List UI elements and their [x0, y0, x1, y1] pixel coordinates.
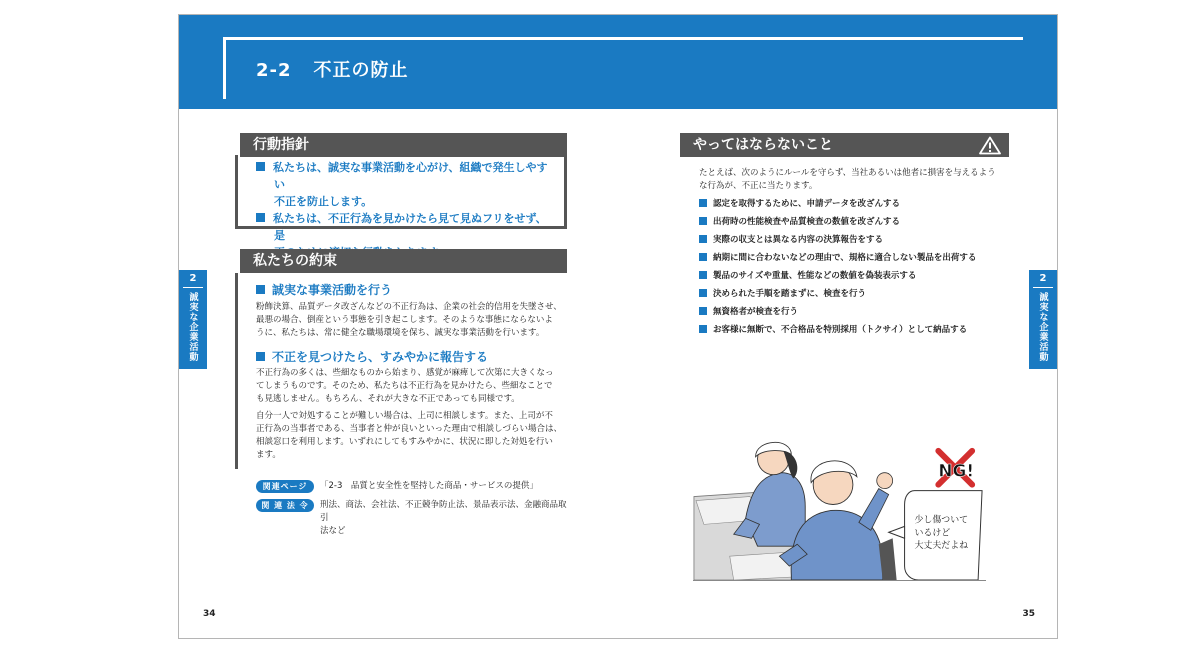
square-bullet-icon	[699, 289, 707, 297]
section-number: 2-2	[256, 60, 292, 81]
list-item: 認定を取得するために、申請データを改ざんする	[699, 195, 1029, 213]
related-page-text: 「2-3 品質と安全性を堅持した商品・サービスの提供」	[320, 481, 538, 491]
guidelines-heading: 行動指針	[253, 137, 309, 153]
related-law-text: 刑法、商法、会社法、不正競争防止法、景品表示法、金融商品取引 法など	[320, 500, 567, 536]
square-bullet-icon	[699, 271, 707, 279]
section-title-text: 不正の防止	[313, 60, 409, 81]
donts-intro: たとえば、次のようにルールを守らず、当社あるいは他者に損害を与えるよう な行為が、不正に当たります。	[699, 168, 996, 191]
square-bullet-icon	[256, 352, 265, 361]
guidelines-heading-bar	[235, 133, 567, 157]
list-item: 出荷時の性能検査や品質検査の数値を改ざんする	[699, 213, 1029, 231]
page-number-left: 34	[203, 609, 216, 619]
section-header	[179, 15, 1058, 109]
side-tab-number: 2	[1039, 273, 1047, 284]
square-bullet-icon	[699, 307, 707, 315]
promise-paragraph-3: 自分一人で対処することが難しい場合は、上司に相談します。また、上司が不 正行為の当事者である、当事者と仲が良いといった理由で相談しづらい場合は、 相談窓口を利用します。いずれにしてもすみやかに、状況に即した対処を行い ます。	[256, 411, 563, 460]
related-law-row	[256, 499, 572, 538]
side-tab-right	[1029, 270, 1057, 369]
promise-left-rule	[235, 273, 238, 469]
side-tab-label: 誠実な企業活動	[1037, 292, 1048, 362]
side-tab-number: 2	[189, 273, 197, 284]
side-tab-left	[179, 270, 207, 369]
list-item: 製品のサイズや重量、性能などの数値を偽装表示する	[699, 267, 1029, 285]
donts-heading: やってはならないこと	[693, 137, 833, 153]
list-item: 無資格者が検査を行う	[699, 303, 1029, 321]
guidelines-box	[235, 155, 567, 242]
guideline-item: 私たちは、不正行為を見かけたら見て見ぬフリをせず、是	[256, 210, 554, 261]
square-bullet-icon	[699, 199, 707, 207]
square-bullet-icon	[256, 285, 265, 294]
related-page-row	[256, 480, 572, 493]
list-item: 決められた手順を踏まずに、検査を行う	[699, 285, 1029, 303]
list-item: 実際の収支とは異なる内容の決算報告をする	[699, 231, 1029, 249]
illustration-factory-workers	[693, 427, 986, 581]
ng-label: NG!	[938, 460, 975, 481]
promise-subheading-2: 不正を見つけたら、すみやかに報告する	[256, 348, 488, 365]
donts-list	[699, 195, 1029, 339]
square-bullet-icon	[699, 253, 707, 261]
section-title	[256, 56, 409, 82]
promise-paragraph-1: 粉飾決算、品質データ改ざんなどの不正行為は、企業の社会的信用を失墜させ、 最悪の場合、倒産という事態を引き起こします。そのような事態にならないよ うに、私たちは、常に健全な職場環境を保ち、誠実な事業活動を行います。	[256, 302, 562, 338]
list-item: 納期に間に合わないなどの理由で、規格に適合しない製品を出荷する	[699, 249, 1029, 267]
square-bullet-icon	[699, 235, 707, 243]
speech-bubble-line-2: いるけど	[914, 528, 951, 539]
promise-heading-bar	[235, 249, 567, 273]
promise-heading: 私たちの約束	[253, 253, 337, 269]
page-number-right: 35	[1022, 609, 1035, 619]
side-tab-label: 誠実な企業活動	[187, 292, 198, 362]
square-bullet-icon	[699, 217, 707, 225]
related-page-tag: 関連ページ	[256, 480, 314, 493]
square-bullet-icon	[699, 325, 707, 333]
donts-heading-bar	[675, 133, 1009, 157]
promise-paragraph-2: 不正行為の多くは、些細なものから始まり、感覚が麻痺して次第に大きくなっ てしまうものです。そのため、私たちは不正行為を見かけたら、些細なことで も見逃しません。もちろん、それが大きな不正であっても同様です。	[256, 368, 554, 404]
square-bullet-icon	[256, 213, 265, 222]
ng-mark	[938, 451, 974, 485]
related-law-tag: 関 連 法 令	[256, 499, 314, 512]
speech-bubble-line-1: 少し傷ついて	[914, 515, 969, 526]
warning-triangle-icon	[979, 136, 1001, 155]
header-frame	[223, 37, 1023, 99]
document-spread	[178, 14, 1058, 639]
square-bullet-icon	[256, 162, 265, 171]
list-item: お客様に無断で、不合格品を特別採用（トクサイ）として納品する	[699, 321, 1029, 339]
speech-bubble-line-3: 大丈夫だよね	[914, 541, 969, 552]
promise-subheading-1: 誠実な事業活動を行う	[256, 281, 392, 298]
guideline-item: 私たちは、誠実な事業活動を心がけ、組織で発生しやすい 不正を防止します。	[256, 159, 554, 210]
